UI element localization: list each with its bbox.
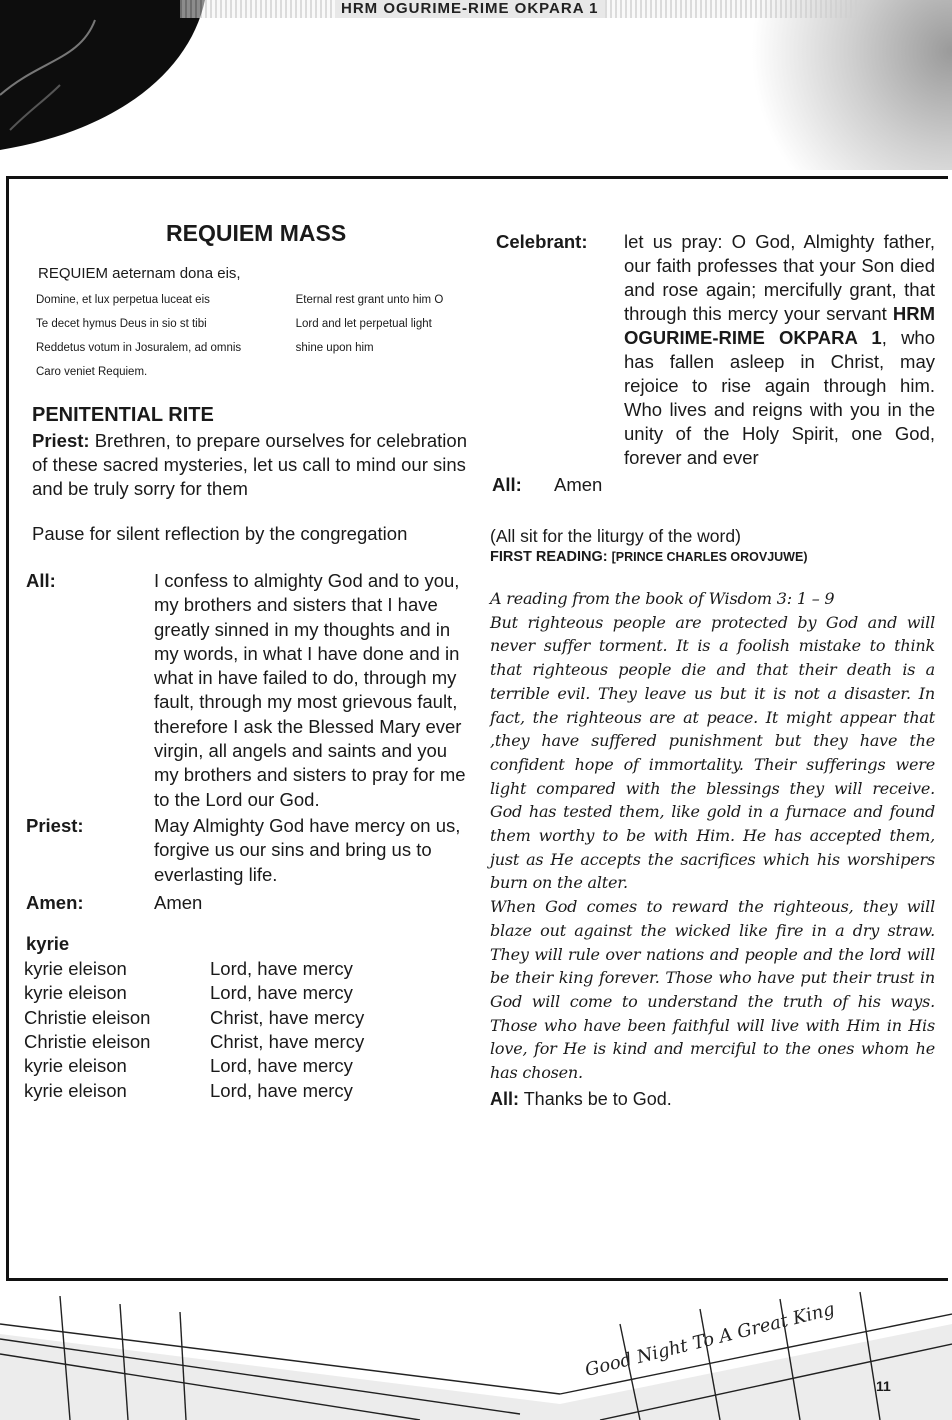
- collect-response: [492, 474, 935, 496]
- all-response: Amen: [554, 474, 603, 495]
- collect-text-before: let us pray: O God, Almighty father, our faith professes that your Son died and rose again; mercifully grant, that through this mercy your servant: [624, 231, 935, 324]
- row-label: Amen:: [26, 891, 84, 913]
- sit-instruction: (All sit for the liturgy of the word): [490, 526, 741, 546]
- kyrie-english-line: Lord, have mercy: [210, 982, 353, 1004]
- row-label: All:: [26, 570, 56, 591]
- celebrant-label: Celebrant:: [496, 231, 588, 252]
- reader-name: [PRINCE CHARLES OROVJUWE): [611, 550, 808, 564]
- kyrie-latin-line: Christie eleison: [24, 1006, 151, 1028]
- priest-invitation: [32, 429, 474, 501]
- latin-line: Caro veniet Requiem.: [36, 366, 148, 378]
- absolution-row: [26, 814, 474, 887]
- kyrie-english-line: Lord, have mercy: [210, 1079, 353, 1101]
- kyrie-grid: [24, 957, 474, 1103]
- english-line: Lord and let perpetual light: [295, 318, 432, 330]
- header-photo-shade: [692, 0, 952, 170]
- right-column: [490, 230, 935, 1110]
- first-reading-label: FIRST READING:: [490, 549, 608, 565]
- reading-reference: A reading from the book of Wisdom 3: 1 – 9: [490, 589, 835, 608]
- kyrie-latin-line: kyrie eleison: [24, 1055, 127, 1077]
- footer-slogan: Good Night To A Great King: [582, 1298, 837, 1381]
- kyrie-english-line: Christ, have mercy: [210, 1031, 365, 1053]
- kyrie-latin-line: kyrie eleison: [24, 982, 127, 1004]
- pause-instruction: Pause for silent reflection by the congregation: [32, 523, 408, 544]
- reading-paragraph: But righteous people are protected by God and will never suffer torment. It is a foolish mistake to think that righteous people die and that their death is a terrible evil. They leave us but it is not a disaster. In fact, the righteous are at peace. It might appear that ,they have suffered punishment but they have the confident hope of immortality. Their sufferings were light compared with the blessings they will receive. God has tested them, like gold in a furnace and found them worthy to be with Him. He has accepted them, just as He accepts the sacrifices which his worshipers burn on the alter.: [490, 612, 935, 893]
- header-title: HRM OGURIME-RIME OKPARA 1: [335, 0, 605, 18]
- collect-text-after: , who has fallen asleep in Christ, may rejoice to rise again through him. Who lives and reigns with you in the unity of the Holy Spirit, one God, forever and ever: [624, 327, 936, 468]
- kyrie-english-line: Lord, have mercy: [210, 1055, 353, 1077]
- kyrie-latin-line: Christie eleison: [24, 1031, 151, 1053]
- english-line: Eternal rest grant unto him O: [295, 294, 444, 306]
- collect-prayer: [496, 230, 935, 470]
- amen-row: [26, 891, 474, 915]
- english-line: shine upon him: [295, 342, 374, 354]
- kyrie-english-list: [210, 957, 364, 1103]
- response-label: All:: [490, 1088, 519, 1109]
- latin-text-block: [34, 288, 296, 384]
- requiem-title: REQUIEM MASS: [166, 220, 347, 246]
- corner-swoosh-shape: [0, 0, 205, 150]
- left-column: [24, 220, 474, 1103]
- page-number: 11: [876, 1378, 891, 1394]
- row-label: Priest:: [26, 814, 84, 836]
- response-text: Thanks be to God.: [523, 1088, 672, 1109]
- row-text: Amen: [154, 891, 203, 913]
- reading-paragraph: When God comes to reward the righteous, they will blaze out against the wicked like fire in a dry straw. They will rule over nations and people and the lord will be their king forever. Those who have put their trust in God will come to understand the truth of his ways. Those who have been faithful will live with Him in His love, for He is kind and merciful to the ones whom he has chosen.: [490, 897, 935, 1083]
- latin-line: Domine, et lux perpetua luceat eis: [36, 294, 210, 306]
- row-text: I confess to almighty God and to you, my brothers and sisters that I have greatly sinned in my thoughts and in my words, in what I have done and in what in have failed to do, through my fault, through my most grievous fault, therefore I ask the Blessed Mary ever virgin, all angels and saints and you my brothers and sisters to pray for me to the Lord our God.: [154, 570, 466, 810]
- latin-line: Reddetus votum in Josuralem, ad omnis: [36, 342, 242, 354]
- reading-response: [490, 1089, 935, 1110]
- first-reading-heading: [490, 549, 935, 565]
- kyrie-latin-line: kyrie eleison: [24, 958, 127, 980]
- all-label: All:: [492, 474, 522, 495]
- latin-english-grid: [34, 288, 474, 384]
- footer-shade: [0, 1324, 952, 1420]
- confiteor-row: [26, 569, 474, 812]
- collect-name: HRM OGURIME-RIME OKPARA 1: [624, 303, 935, 348]
- english-text-block: [296, 288, 474, 384]
- kyrie-latin-list: [24, 957, 210, 1103]
- kyrie-latin-line: kyrie eleison: [24, 1079, 127, 1101]
- kyrie-english-line: Christ, have mercy: [210, 1006, 365, 1028]
- header-band: [0, 0, 952, 175]
- priest-label: Priest:: [32, 430, 90, 451]
- priest-invitation-text: Brethren, to prepare ourselves for celebration of these sacred mysteries, let us call to mind our sins and be truly sorry for them: [32, 430, 467, 499]
- latin-line: Te decet hymus Deus in sio st tibi: [36, 318, 207, 330]
- kyrie-title: kyrie: [26, 933, 70, 955]
- latin-first-line: REQUIEM aeternam dona eis,: [38, 265, 241, 282]
- reading-text: [490, 587, 935, 1085]
- kyrie-english-line: Lord, have mercy: [210, 958, 353, 980]
- row-text: May Almighty God have mercy on us, forgive us our sins and bring us to everlasting life.: [154, 814, 461, 885]
- collect-text: [624, 230, 935, 470]
- penitential-title: PENITENTIAL RITE: [32, 404, 214, 426]
